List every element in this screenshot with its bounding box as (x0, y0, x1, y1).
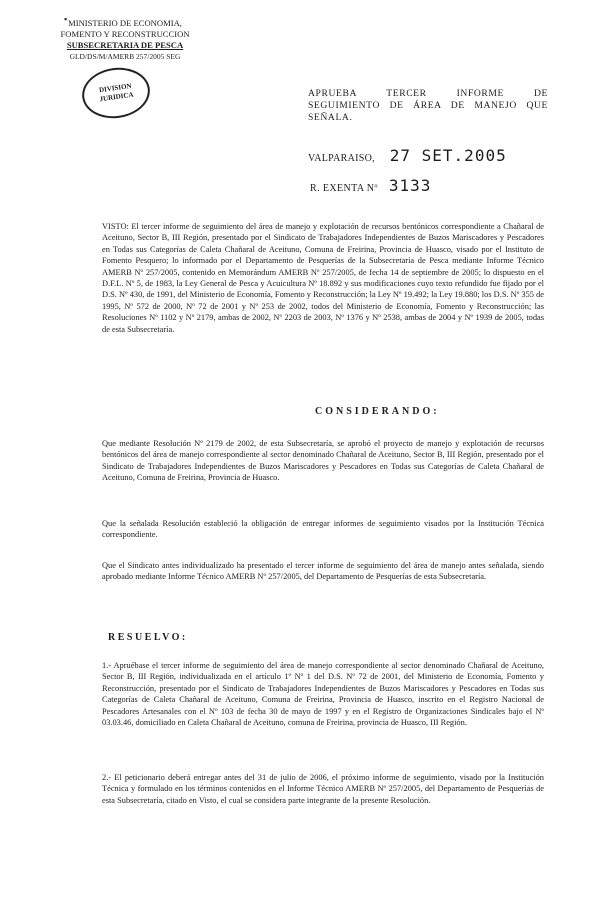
place-date (308, 146, 507, 165)
title-line-3: SEÑALA. (308, 112, 353, 123)
considerando-heading: CONSIDERANDO: (315, 406, 440, 417)
city-label: VALPARAISO, (308, 153, 375, 164)
considerando-text-2: Que la señalada Resolución estableció la obligación de entregar informes de seguimiento visados por la Institución Técnica correspondiente. (102, 519, 544, 540)
title-line-2: SEGUIMIENTO DE ÁREA DE MANEJO QUE (308, 100, 548, 111)
ministry-header (40, 18, 210, 62)
considerando-item-3 (102, 560, 544, 583)
stamp-line-1: DIVISION (98, 81, 133, 95)
header-line-fomento: FOMENTO Y RECONSTRUCCION (60, 29, 190, 39)
considerando-item-1 (102, 438, 544, 484)
division-juridica-stamp (79, 64, 153, 123)
document-title (308, 88, 548, 124)
visto-text: VISTO: El tercer informe de seguimiento del área de manejo y explotación de recursos bentónicos correspondiente a Chañaral de Aceituno, Sector B, III Región, presentado por el Sindicato de Trabajadores Independientes de Buzos Mariscadores y Pescadores en Todas sus Categorías de Caleta Chañaral de Aceituno, Comuna de Freirina, Provincia de Huasco, visado por el Instituto de Fomento Pesquero; lo informado por el Departamento de Pesquerías de la Subsecretaría de Pesca mediante Informe Técnico AMERB Nº 257/2005, contenido en Memorándum AMERB Nº 257/2005, de fecha 14 de septiembre de 2005; lo dispuesto en el D.F.L. Nº 5, de 1983, la Ley General de Pesca y Acuicultura Nº 18.892 y sus modificaciones cuyo texto refundido fue fijado por el D.S. Nº 430, de 1991, del Ministerio de Economía, Fomento y Reconstrucción; la Ley Nº 19.492; la Ley 19.880; los D.S. Nº 355 de 1995, Nº 572 de 2000, Nº 72 de 2001 y Nº 253 de 2002, todos del Ministerio de Economía, Fomento y Reconstrucción; las Resoluciones Nº 1102 y Nº 2179, ambas de 2002, Nº 2203 de 2003, Nº 1376 y Nº 2538, ambas de 2004 y Nº 1939 de 2005, todas de esta Subsecretaría. (102, 222, 544, 334)
resuelvo-heading: RESUELVO: (108, 632, 188, 643)
resuelvo-item-2 (102, 772, 544, 806)
stamped-date: 27 SET.2005 (389, 146, 507, 165)
title-line-1: APRUEBA TERCER INFORME DE (308, 88, 548, 99)
stamp-line-2: JURIDICA (99, 90, 135, 104)
mark-dot: ▪ (64, 14, 68, 24)
considerando-item-2 (102, 518, 544, 541)
considerando-text-3: Que el Sindicato antes individualizado ha presentado el tercer informe de seguimiento del área de manejo antes señalada, siendo aprobado mediante Informe Técnico AMERB Nº 257/2005, del Departamento de Pesquerías de esta Subsecretaría. (102, 561, 544, 582)
header-line-subsecretaria: SUBSECRETARIA DE PESCA (66, 40, 184, 50)
resolution-number (310, 176, 431, 195)
exenta-label: R. EXENTA Nº (310, 183, 378, 194)
header-line-reference: GLD/DS/M/AMERB 257/2005 SEG (69, 52, 181, 61)
exenta-number: 3133 (388, 176, 432, 195)
visto-paragraph (102, 221, 544, 335)
considerando-text-1: Que mediante Resolución Nº 2179 de 2002, de esta Subsecretaría, se aprobó el proyecto de manejo y explotación de recursos bentónicos del área de manejo correspondiente al sector denominado Chañaral de Aceituno, Sector B, III Región, presentado por el Sindicato de Trabajadores Independientes de Buzos Mariscadores y Pescadores en Todas sus Categorías de Caleta Chañaral de Aceituno, Comuna de Freirina, Provincia de Huasco. (102, 439, 544, 483)
resuelvo-text-2: 2.- El peticionario deberá entregar antes del 31 de julio de 2006, el próximo informe de seguimiento, visado por la Institución Técnica y formulado en los términos contenidos en el Informe Técnico AMERB Nº 257/2005, del Departamento de Pesquerías de esta Subsecretaría, citado en Visto, el cual se considera parte integrante de la presente Resolución. (102, 773, 544, 805)
resuelvo-text-1: 1.- Apruébase el tercer informe de seguimiento del área de manejo correspondiente al sector denominado Chañaral de Aceituno, Sector B, III Región, individualizada en el artículo 1º Nº 1 del D.S. Nº 72 de 2001, del Ministerio de Economía, Fomento y Reconstrucción, presentado por el Sindicato de Trabajadores Independientes de Buzos Mariscadores y Pescadores en Todas sus Categorías de Caleta Chañaral de Aceituno, Comuna de Freirina, Provincia de Huasco, inscrito en el Registro Nacional de Pescadores Artesanales con el Nº 103 de fecha 30 de mayo de 1997 y en el Registro de Organizaciones Sindicales bajo el Nº 03.03.46, domiciliado en Caleta Chañaral de Aceituno, comuna de Freirina, provincia de Huasco, III Región. (102, 661, 544, 728)
resuelvo-item-1 (102, 660, 544, 728)
header-line-ministry: MINISTERIO DE ECONOMIA, (68, 18, 182, 28)
